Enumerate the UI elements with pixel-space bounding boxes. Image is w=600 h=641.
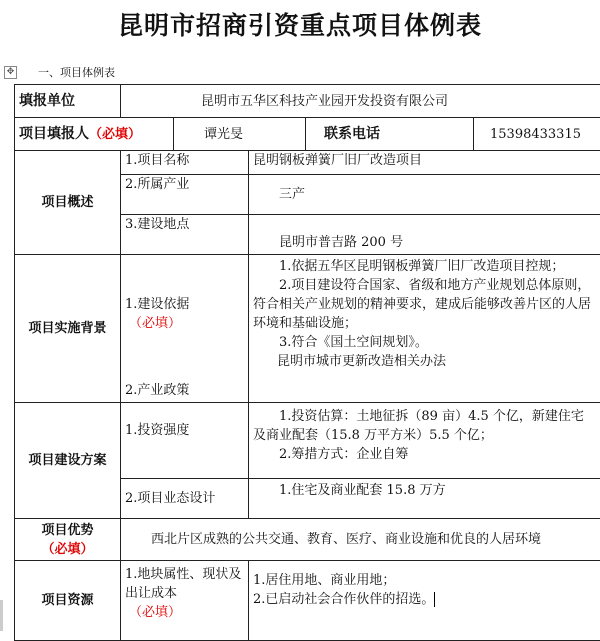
unit-label: 填报单位 — [19, 93, 75, 109]
basis-label-block — [125, 295, 189, 333]
left-edge-marker — [0, 600, 3, 631]
background-label: 项目实施背景 — [28, 321, 106, 336]
invest-label: 1.投资强度 — [125, 423, 189, 438]
basis-label: 1.建设依据 — [125, 295, 189, 314]
invest-line: 1.投资估算：土地征拆（89 亩）4.5 个亿，新建住宅及商业配套（15.8 万平方米）5.5 个亿； — [253, 407, 596, 445]
table-row — [15, 519, 600, 561]
advantage-value: 西北片区成熟的公共交通、教育、医疗、商业设施和优良的人居环境 — [151, 532, 541, 547]
land-label: 1.地块属性、现状及出让成本 — [125, 565, 244, 603]
background-line: 3.符合《国土空间规划》。 — [253, 333, 596, 352]
overview-item-label-cell — [121, 215, 249, 255]
overview-label: 项目概述 — [41, 195, 93, 210]
phone-value-cell[interactable] — [474, 118, 600, 151]
background-content-cell[interactable] — [249, 255, 600, 403]
filler-value: 谭光旻 — [204, 127, 243, 142]
basis-required-tag: （必填） — [125, 314, 189, 333]
design-label: 2.项目业态设计 — [125, 491, 215, 506]
background-line: 昆明市城市更新改造相关办法 — [253, 352, 596, 371]
overview-item-label: 3.建设地点 — [125, 217, 189, 232]
overview-item-value-cell[interactable] — [249, 175, 600, 215]
resources-content-cell[interactable] — [249, 561, 600, 641]
project-form-table — [14, 84, 600, 641]
overview-label-cell — [15, 151, 121, 255]
plan-label: 项目建设方案 — [28, 453, 106, 468]
land-label-cell — [121, 561, 249, 641]
background-sub-cell — [121, 255, 249, 403]
overview-item-label-cell — [121, 175, 249, 215]
overview-item-label: 1.项目名称 — [125, 153, 189, 168]
background-label-cell — [15, 255, 121, 403]
filler-required-tag: （必填） — [89, 127, 141, 142]
phone-value: 15398433315 — [490, 127, 581, 142]
overview-item-value: 三产 — [279, 187, 305, 202]
land-required-tag: （必填） — [125, 603, 244, 622]
unit-value: 昆明市五华区科技产业园开发投资有限公司 — [201, 94, 448, 109]
invest-label-cell — [121, 403, 249, 479]
resources-line: 2.已启动社会合作伙伴的招选。 — [253, 592, 434, 607]
plan-label-cell — [15, 403, 121, 519]
overview-item-value-cell[interactable] — [249, 151, 600, 175]
phone-label: 联系电话 — [324, 126, 380, 142]
background-line: 2.项目建设符合国家、省级和地方产业规划总体原则，符合相关产业规划的精神要求，建成后能够改善片区的人居环境和基础设施； — [253, 276, 596, 333]
overview-item-value: 昆明钢板弹簧厂旧厂改造项目 — [253, 153, 422, 168]
table-row — [15, 118, 600, 151]
filler-label-cell — [15, 118, 174, 151]
overview-item-label: 2.所属产业 — [125, 177, 189, 192]
section-heading: 一、项目体例表 — [38, 64, 115, 80]
text-cursor — [434, 592, 435, 607]
resources-line-wrap — [253, 590, 596, 609]
design-content-cell[interactable] — [249, 479, 600, 519]
design-value: 1.住宅及商业配套 15.8 万方 — [279, 483, 446, 498]
unit-value-cell[interactable] — [121, 85, 600, 118]
advantage-label-cell — [15, 519, 121, 561]
phone-label-cell — [306, 118, 474, 151]
design-label-cell — [121, 479, 249, 519]
table-row — [15, 403, 600, 479]
overview-item-label-cell — [121, 151, 249, 175]
table-move-handle-icon[interactable]: ✥ — [4, 66, 17, 79]
advantage-label: 项目优势 — [19, 521, 116, 540]
invest-line: 2.筹措方式：企业自筹 — [253, 445, 596, 464]
filler-label: 项目填报人 — [19, 126, 89, 142]
resources-label-cell — [15, 561, 121, 641]
table-row — [15, 151, 600, 175]
overview-item-value-cell[interactable] — [249, 215, 600, 255]
resources-line: 1.居住用地、商业用地； — [253, 571, 596, 590]
advantage-content-cell[interactable] — [121, 519, 600, 561]
advantage-required-tag: （必填） — [19, 540, 116, 559]
page-title: 昆明市招商引资重点项目体例表 — [0, 6, 600, 42]
invest-content-cell[interactable] — [249, 403, 600, 479]
unit-label-cell — [15, 85, 121, 118]
table-row — [15, 85, 600, 118]
resources-label: 项目资源 — [41, 593, 93, 608]
background-line: 1.依据五华区昆明钢板弹簧厂旧厂改造项目控规； — [253, 257, 596, 276]
table-row — [15, 561, 600, 641]
overview-item-value: 昆明市普吉路 200 号 — [279, 235, 403, 250]
policy-label: 2.产业政策 — [125, 381, 189, 400]
filler-value-cell[interactable] — [174, 118, 306, 151]
table-row — [15, 255, 600, 403]
